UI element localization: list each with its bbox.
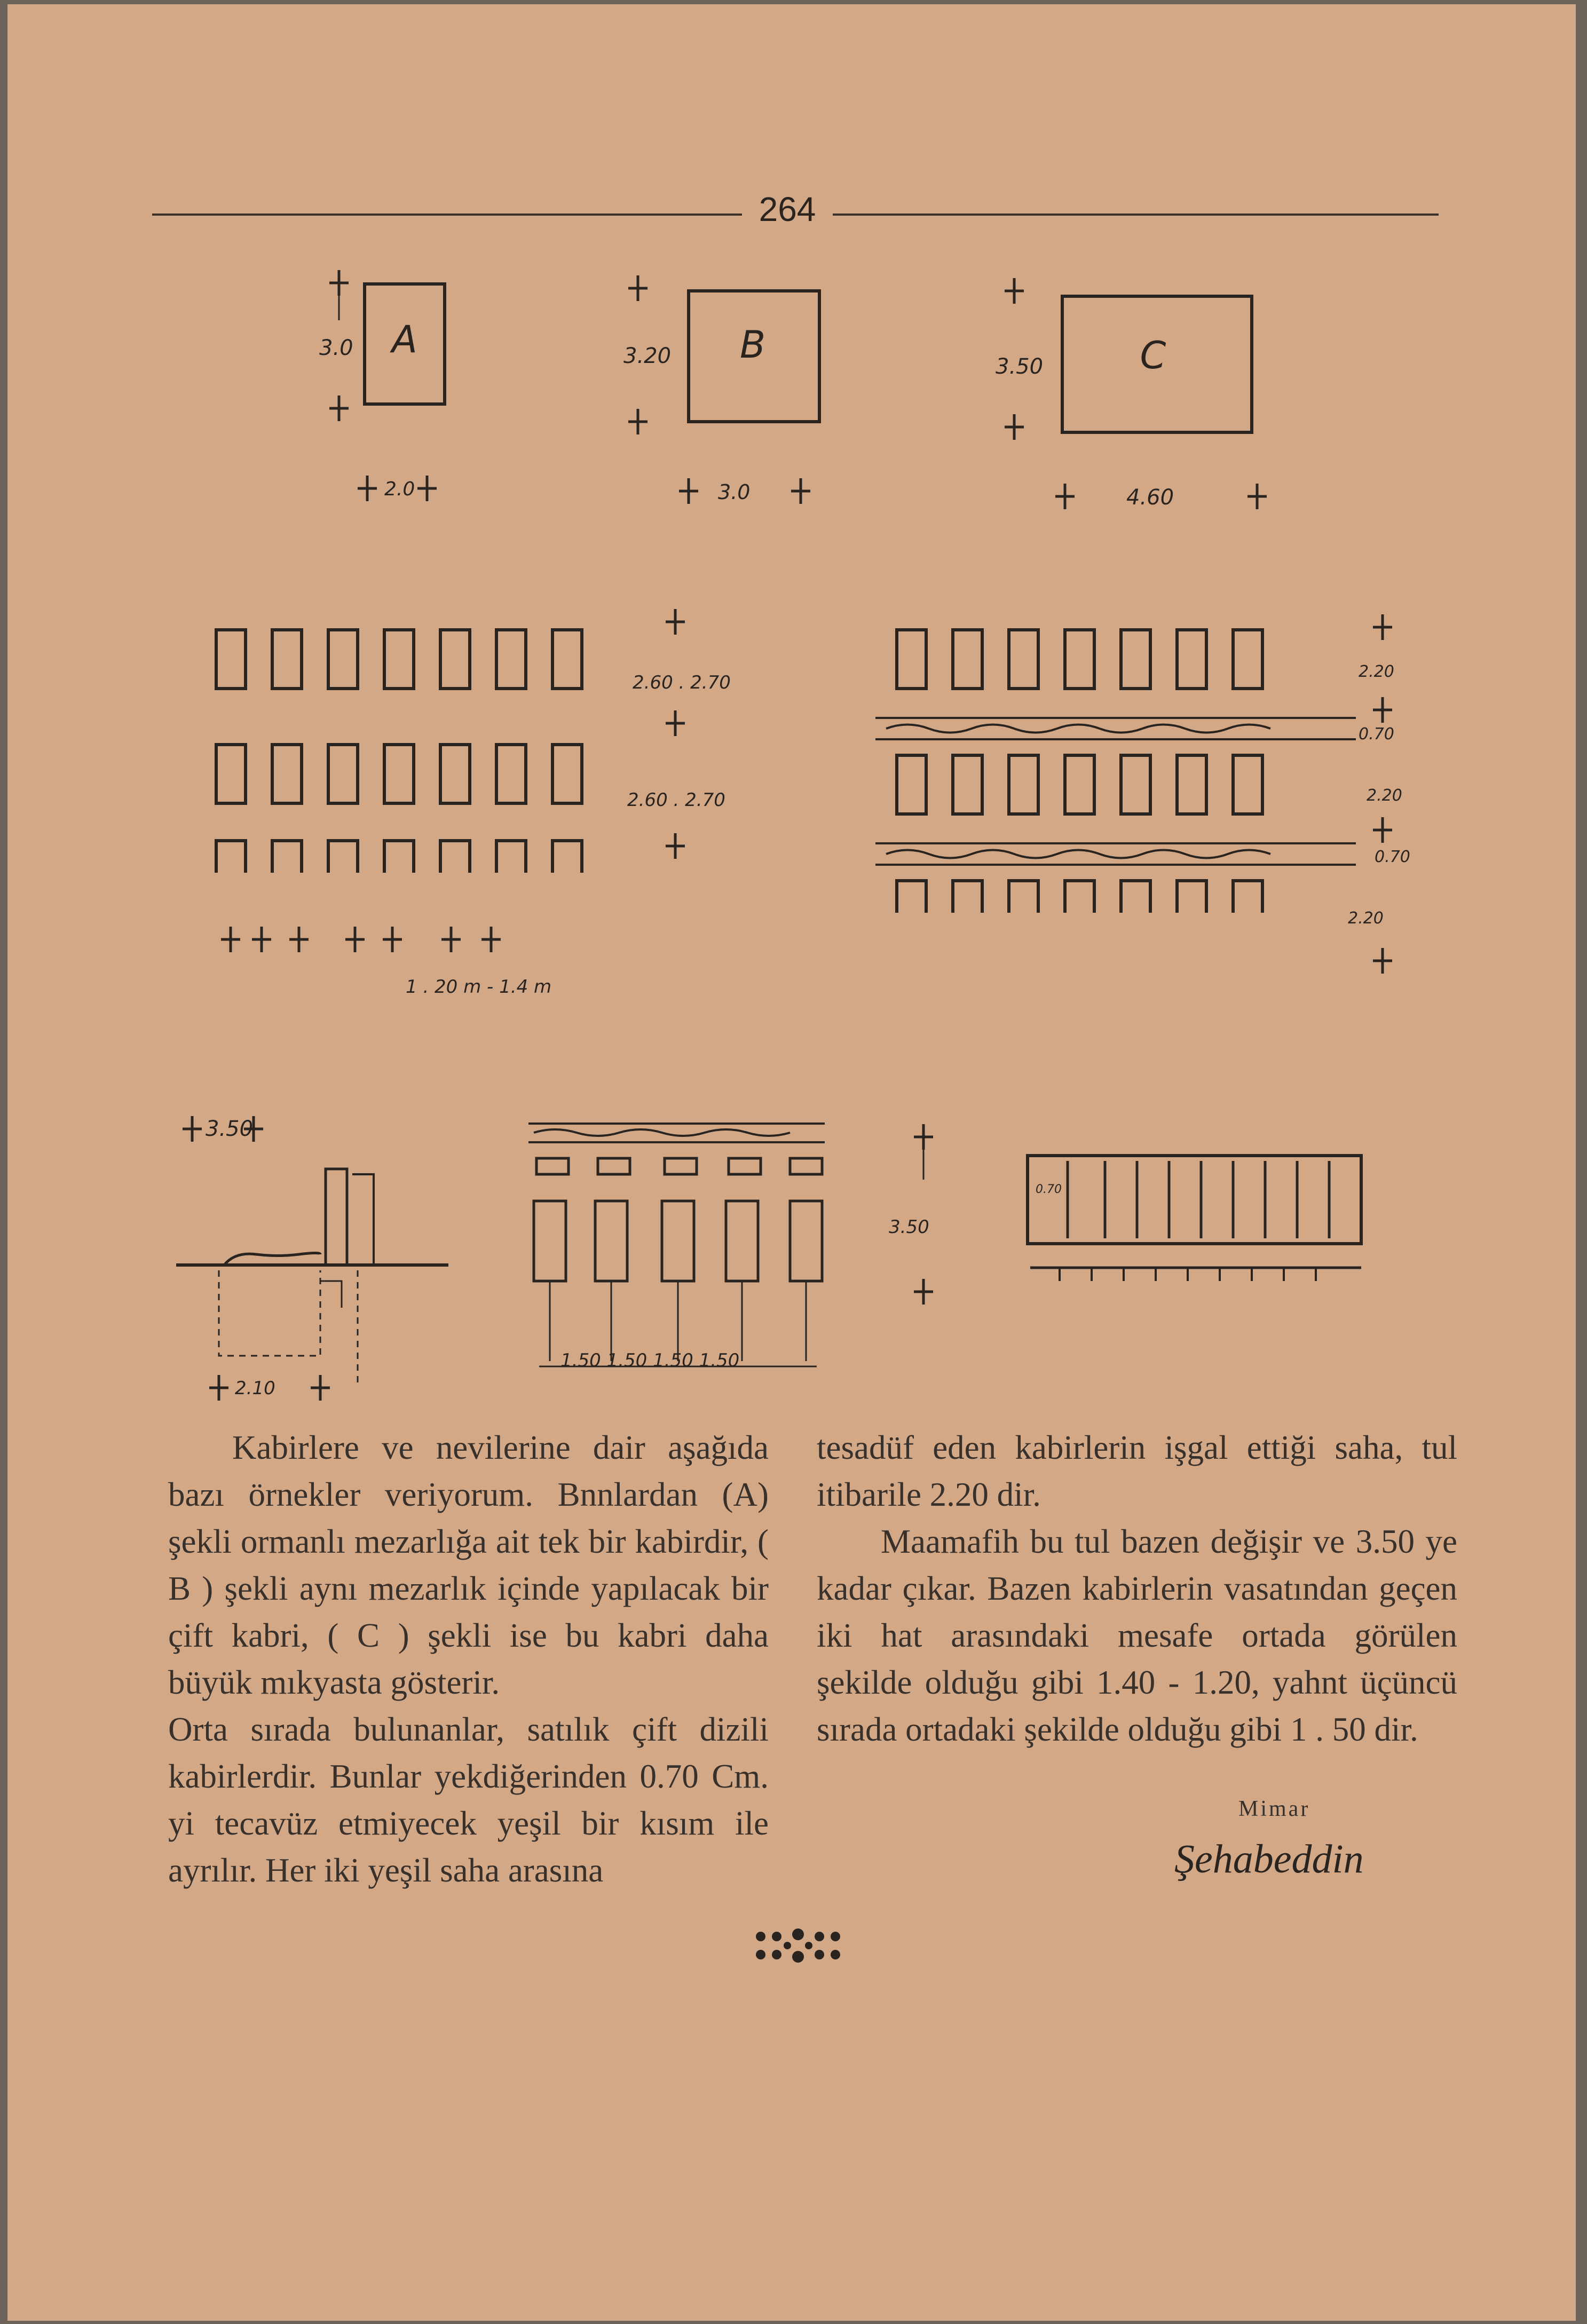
figure-c [996, 278, 1267, 510]
section-drawing [176, 1116, 448, 1401]
figure-b-letter: B [739, 323, 766, 367]
figure-a-height: 3.0 [319, 336, 353, 360]
figure-a-letter: A [392, 318, 417, 361]
figure-a [319, 270, 445, 501]
body-column-right [817, 1424, 1457, 1753]
left-grid-row1-dims: 2.60 . 2.70 [633, 672, 731, 693]
strip-plan [1028, 1156, 1361, 1281]
figure-c-letter: C [1140, 334, 1166, 377]
right-grid-dim-4: 0.70 [1375, 848, 1410, 866]
right-grid-dim-3: 2.20 [1367, 786, 1402, 805]
right-grave-grid [875, 614, 1410, 974]
section-bottom-dim: 2.10 [235, 1378, 275, 1399]
paragraph: Kabirlere ve nevilerine dair aşağıda bazı örnekler veriyorum. Bnnlardan (A) şekli ormanlı mezarlığa ait tek bir kabirdir, ( B ) şekli aynı mezarlık içinde yapılacak bir çift kabri, ( C ) şekli ise bu kabri daha büyük mıkyasta gösterir. [168, 1429, 769, 1701]
left-grid-spacing: 1 . 20 m - 1.4 m [406, 976, 552, 998]
side-scale [889, 1124, 933, 1305]
elevation-bottom-dims: 1.50 1.50 1.50 1.50 [560, 1350, 740, 1371]
right-grid-dim-5: 2.20 [1348, 909, 1384, 928]
figure-b-width: 3.0 [718, 480, 751, 504]
page-number: 264 [759, 190, 816, 228]
figure-b [623, 275, 819, 504]
figure-c-width: 4.60 [1126, 485, 1174, 510]
author-title: Mimar [1238, 1797, 1310, 1821]
section-top-dim: 3.50 [206, 1117, 254, 1141]
right-grid-dim-2: 0.70 [1359, 725, 1394, 744]
figure-c-height: 3.50 [996, 354, 1044, 379]
body-column-left [168, 1424, 769, 1894]
author-name: Şehabeddin [1174, 1837, 1364, 1882]
elevation-drawing [528, 1124, 825, 1371]
side-scale-dim: 3.50 [889, 1216, 929, 1238]
paragraph: Maamafih bu tul bazen değişir ve 3.50 ye kadar çıkar. Bazen kabirlerin vasatından geçen iki hat arasındaki mesafe ortada görülen şekilde olduğu gibi 1.40 - 1.20, yahnt üçüncü sırada ortadaki şekilde olduğu gibi 1 . 50 dir. [817, 1523, 1457, 1748]
ornament-icon [750, 1927, 846, 1964]
figure-b-height: 3.20 [623, 344, 672, 368]
left-grid-row2-dims: 2.60 . 2.70 [627, 789, 725, 811]
strip-plan-label: 0.70 [1036, 1183, 1062, 1196]
right-grid-dim-1: 2.20 [1359, 662, 1394, 681]
paragraph: tesadüf eden kabirlerin işgal ettiği saha, tul itibarile 2.20 dir. [817, 1429, 1457, 1513]
left-grave-grid [216, 609, 731, 998]
figure-a-width: 2.0 [384, 478, 415, 500]
paragraph: Orta sırada bulunanlar, satılık çift dizili kabirlerdir. Bunlar yekdiğerinden 0.70 Cm. yi tecavüz etmiyecek yeşil bir kısım ile ayrılır. Her iki yeşil saha arasına [168, 1711, 769, 1889]
